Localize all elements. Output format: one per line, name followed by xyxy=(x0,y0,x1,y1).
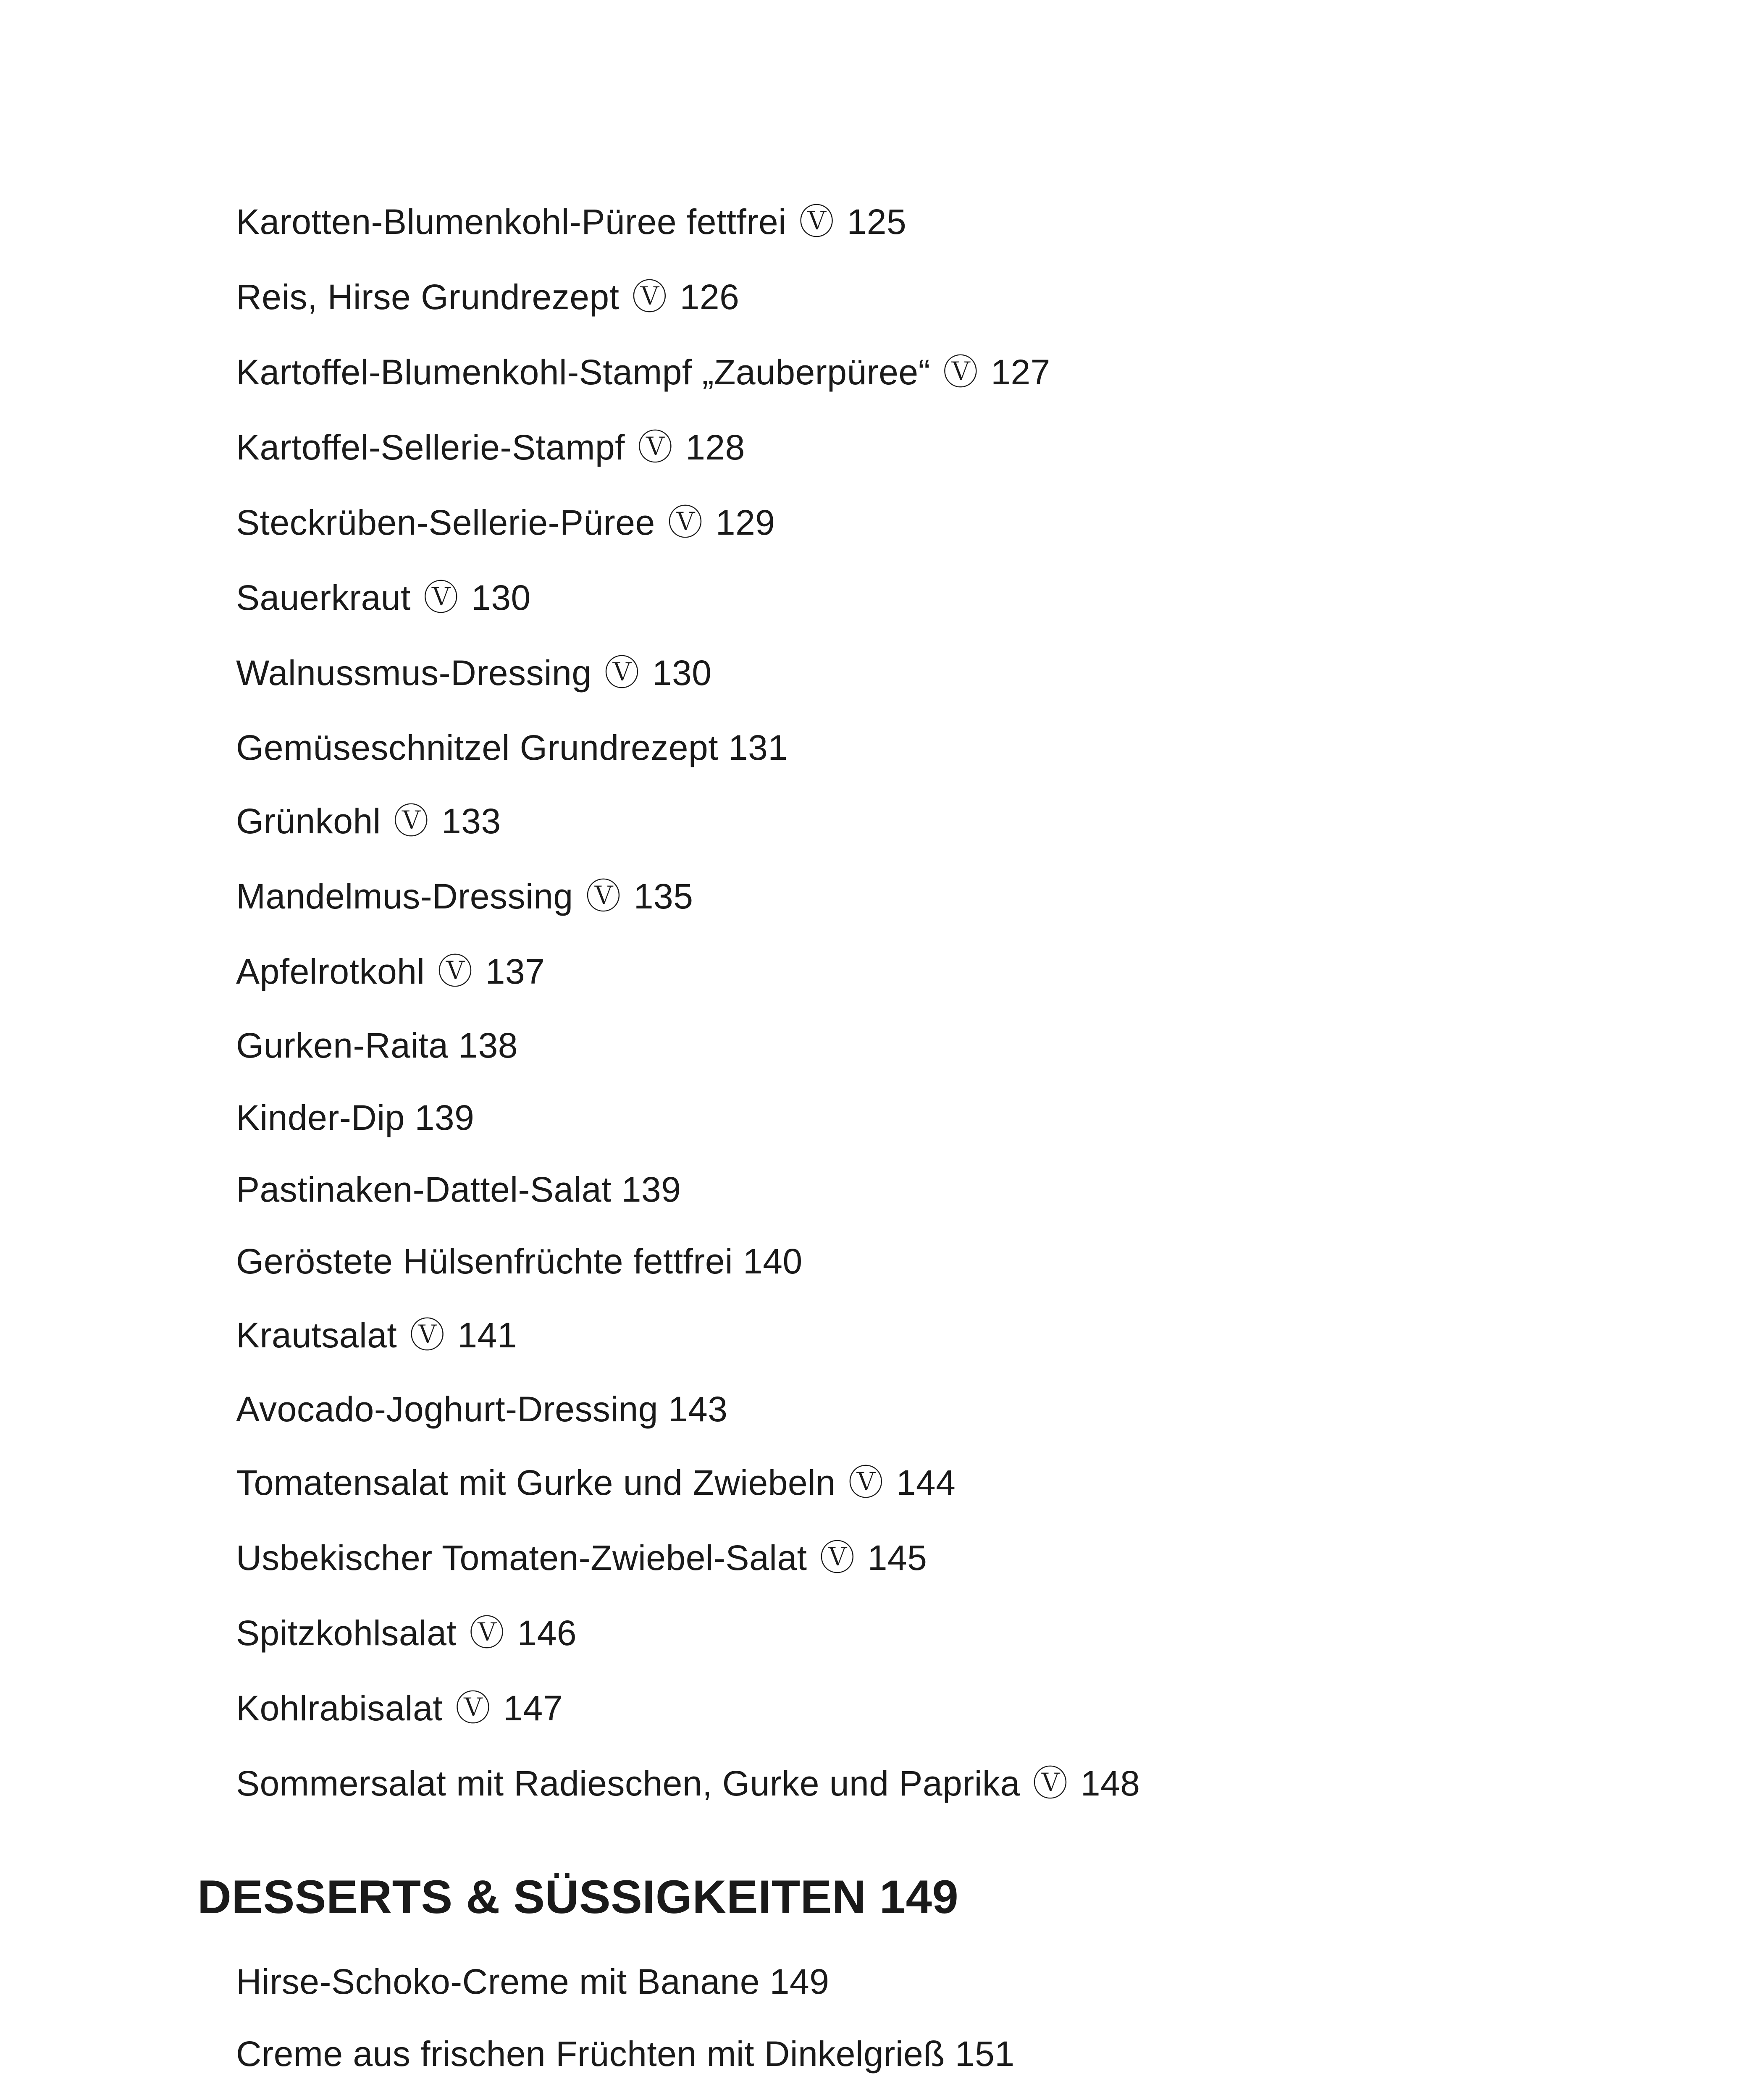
toc-entry xyxy=(236,1238,803,1284)
entry-page: 143 xyxy=(668,1389,728,1429)
toc-entry xyxy=(236,798,501,844)
entry-title: Usbekischer Tomaten-Zwiebel-Salat xyxy=(236,1538,807,1578)
entry-page: 151 xyxy=(955,2034,1015,2074)
vegan-icon: Ⓥ xyxy=(819,1538,855,1578)
toc-entry xyxy=(236,1022,518,1068)
entry-title: Sommersalat mit Radieschen, Gurke und Paprika xyxy=(236,1764,1020,1803)
entry-page: 138 xyxy=(458,1026,518,1065)
entry-page: 139 xyxy=(415,1098,475,1137)
entry-page: 149 xyxy=(769,1962,830,2001)
toc-entry xyxy=(236,499,775,546)
entry-title: Karotten-Blumenkohl-Püree fettfrei xyxy=(236,202,787,242)
toc-entry xyxy=(236,948,545,995)
entry-title: Hirse-Schoko-Creme mit Banane xyxy=(236,1962,760,2001)
toc-entry xyxy=(236,1386,727,1432)
entry-page: 144 xyxy=(896,1463,956,1502)
toc-entry xyxy=(236,199,906,245)
toc-entry xyxy=(236,575,531,621)
entry-page: 133 xyxy=(441,801,501,841)
entry-title: Apfelrotkohl xyxy=(236,952,425,991)
toc-entry xyxy=(236,650,711,696)
entry-page: 146 xyxy=(517,1613,577,1653)
entry-title: Sauerkraut xyxy=(236,578,411,617)
vegan-icon: Ⓥ xyxy=(637,428,673,467)
vegan-icon: Ⓥ xyxy=(848,1463,884,1502)
entry-page: 148 xyxy=(1080,1764,1140,1803)
vegan-icon: Ⓥ xyxy=(410,1315,445,1355)
toc-entry xyxy=(236,724,788,771)
entry-title: Avocado-Joghurt-Dressing xyxy=(236,1389,658,1429)
vegan-icon: Ⓥ xyxy=(799,202,835,242)
entry-page: 131 xyxy=(728,728,788,767)
toc-entry xyxy=(236,1095,474,1141)
entry-title: Kartoffel-Blumenkohl-Stampf „Zauberpüree“ xyxy=(236,352,931,392)
entry-title: Gemüseschnitzel Grundrezept xyxy=(236,728,719,767)
entry-page: 127 xyxy=(991,352,1050,392)
entry-title: Walnussmus-Dressing xyxy=(236,653,592,693)
toc-entry xyxy=(236,873,693,919)
entry-title: Creme aus frischen Früchten mit Dinkelgrieß xyxy=(236,2034,945,2074)
toc-entry xyxy=(236,1610,577,1656)
vegan-icon: Ⓥ xyxy=(667,503,704,542)
toc-entry xyxy=(236,1166,681,1213)
toc-entry xyxy=(236,1312,517,1358)
vegan-icon: Ⓥ xyxy=(604,653,640,693)
entry-page: 141 xyxy=(457,1315,517,1355)
entry-page: 140 xyxy=(743,1242,803,1281)
vegan-icon: Ⓥ xyxy=(1032,1764,1068,1803)
entry-page: 135 xyxy=(633,877,693,916)
vegan-icon: Ⓥ xyxy=(469,1613,505,1653)
vegan-icon: Ⓥ xyxy=(632,277,667,317)
entry-title: Steckrüben-Sellerie-Püree xyxy=(236,503,655,542)
entry-page: 130 xyxy=(652,653,712,693)
toc-entry xyxy=(236,1460,956,1506)
section-heading xyxy=(197,1870,958,1924)
vegan-icon: Ⓥ xyxy=(437,952,473,991)
vegan-icon: Ⓥ xyxy=(455,1688,491,1728)
entry-title: Krautsalat xyxy=(236,1315,397,1355)
toc-entry xyxy=(236,1760,1140,1806)
vegan-icon: Ⓥ xyxy=(423,578,459,617)
section-title: DESSERTS & SÜSSIGKEITEN xyxy=(197,1871,866,1923)
toc-entry xyxy=(236,1535,927,1581)
toc-entry xyxy=(236,1685,563,1731)
entry-page: 137 xyxy=(485,952,545,991)
entry-page: 139 xyxy=(621,1170,681,1209)
entry-page: 147 xyxy=(503,1688,563,1728)
entry-title: Kohlrabisalat xyxy=(236,1688,443,1728)
entry-title: Reis, Hirse Grundrezept xyxy=(236,277,620,317)
entry-title: Gurken-Raita xyxy=(236,1026,449,1065)
entry-page: 145 xyxy=(867,1538,927,1578)
toc-entry xyxy=(236,2031,1015,2077)
toc-entry xyxy=(236,274,739,320)
entry-title: Kinder-Dip xyxy=(236,1098,405,1137)
entry-page: 128 xyxy=(685,428,745,467)
toc-entry xyxy=(236,424,745,470)
entry-title: Pastinaken-Dattel-Salat xyxy=(236,1170,612,1209)
entry-title: Tomatensalat mit Gurke und Zwiebeln xyxy=(236,1463,836,1502)
entry-title: Spitzkohlsalat xyxy=(236,1613,457,1653)
entry-page: 125 xyxy=(847,202,907,242)
vegan-icon: Ⓥ xyxy=(942,352,979,392)
entry-page: 130 xyxy=(471,578,531,617)
entry-title: Kartoffel-Sellerie-Stampf xyxy=(236,428,625,467)
entry-title: Grünkohl xyxy=(236,801,381,841)
toc-entry xyxy=(236,349,1050,395)
section-page: 149 xyxy=(879,1871,959,1923)
entry-page: 129 xyxy=(715,503,775,542)
vegan-icon: Ⓥ xyxy=(393,801,429,841)
toc-entry xyxy=(236,1958,829,2005)
entry-title: Geröstete Hülsenfrüchte fettfrei xyxy=(236,1242,733,1281)
entry-page: 126 xyxy=(680,277,740,317)
entry-title: Mandelmus-Dressing xyxy=(236,877,573,916)
vegan-icon: Ⓥ xyxy=(585,877,621,916)
